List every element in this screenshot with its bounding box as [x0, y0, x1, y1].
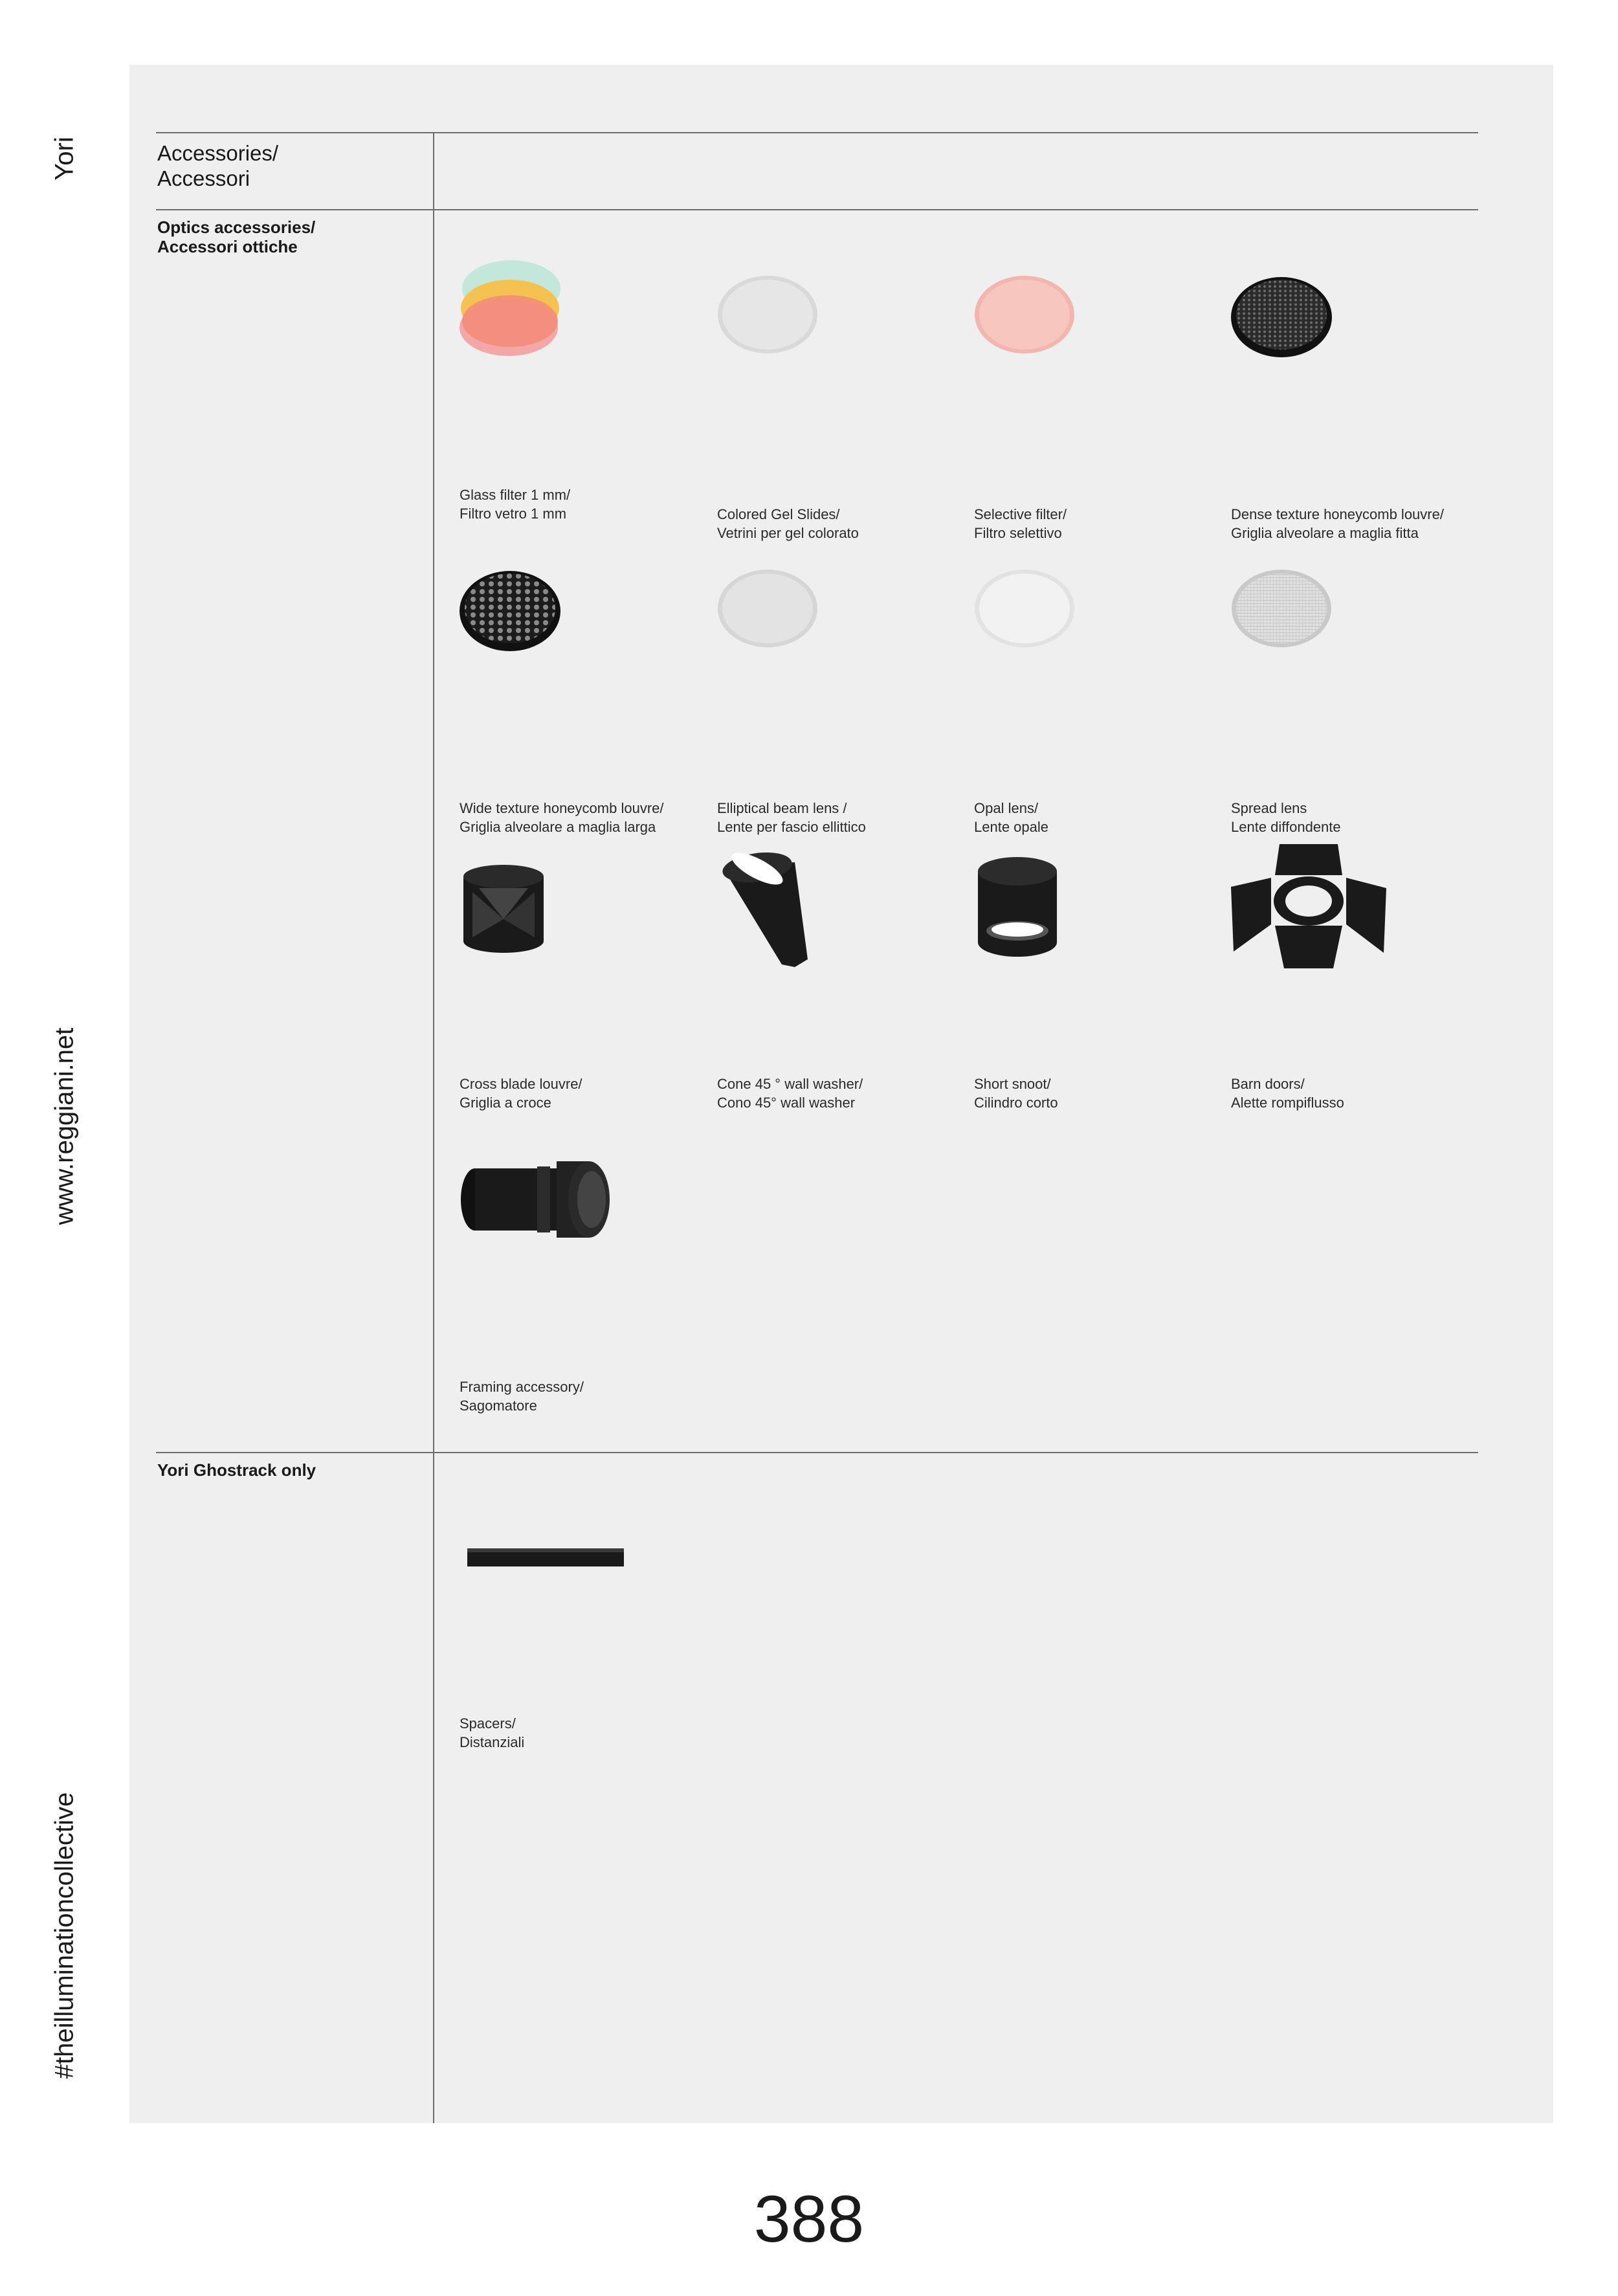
framing-accessory-icon — [460, 1157, 615, 1242]
caption-en: Selective filter/ — [974, 506, 1067, 522]
accessory-caption — [717, 505, 976, 542]
caption-en: Glass filter 1 mm/ — [460, 487, 571, 503]
caption-en: Cross blade louvre/ — [460, 1076, 582, 1092]
caption-it: Griglia a croce — [460, 1095, 551, 1111]
spread-lens-icon — [1231, 564, 1341, 655]
caption-en: Short snoot/ — [974, 1076, 1051, 1092]
ghostrack-heading-text: Yori Ghostrack only — [157, 1460, 316, 1480]
optics-heading-en: Optics accessories/ — [157, 217, 316, 237]
caption-en: Dense texture honeycomb louvre/ — [1231, 506, 1444, 522]
accessory-caption — [717, 1075, 976, 1112]
accessory-caption — [460, 1714, 718, 1752]
accessory-caption — [460, 799, 718, 836]
ghostrack-heading — [157, 1460, 316, 1480]
caption-en: Spread lens — [1231, 800, 1307, 816]
divider-header — [156, 209, 1478, 210]
accessory-caption — [974, 1075, 1233, 1112]
accessory-caption — [460, 1377, 718, 1415]
divider-top — [156, 132, 1478, 133]
accessory-caption — [460, 1075, 718, 1112]
caption-en: Colored Gel Slides/ — [717, 506, 840, 522]
short-snoot-icon — [974, 853, 1065, 963]
elliptical-lens-icon — [717, 564, 827, 655]
page-number: 388 — [753, 2182, 865, 2256]
cone-wall-washer-icon — [717, 849, 814, 972]
caption-it: Distanziali — [460, 1734, 525, 1750]
cross-blade-louvre-icon — [460, 860, 550, 957]
hashtag-text: #theilluminationcollective — [50, 1792, 79, 2079]
accessory-caption — [460, 485, 718, 523]
caption-en: Framing accessory/ — [460, 1379, 584, 1395]
caption-it: Alette rompiflusso — [1231, 1095, 1344, 1111]
optics-heading-it: Accessori ottiche — [157, 237, 298, 256]
caption-it: Sagomatore — [460, 1398, 537, 1414]
caption-en: Elliptical beam lens / — [717, 800, 847, 816]
caption-it: Vetrini per gel colorato — [717, 525, 859, 541]
caption-it: Filtro selettivo — [974, 525, 1062, 541]
column-divider — [433, 132, 434, 2123]
accessory-caption — [974, 799, 1233, 836]
opal-lens-icon — [974, 564, 1084, 655]
accessory-caption — [1231, 505, 1490, 542]
caption-en: Opal lens/ — [974, 800, 1039, 816]
caption-it: Cono 45° wall washer — [717, 1095, 856, 1111]
caption-it: Filtro vetro 1 mm — [460, 506, 567, 522]
caption-en: Cone 45 ° wall washer/ — [717, 1076, 863, 1092]
wide-honeycomb-icon — [460, 564, 570, 655]
dense-honeycomb-icon — [1231, 271, 1341, 361]
selective-filter-icon — [974, 271, 1084, 361]
accessory-caption — [1231, 1075, 1490, 1112]
caption-it: Cilindro corto — [974, 1095, 1058, 1111]
color-glass-filters-icon — [460, 256, 570, 373]
website-link[interactable]: www.reggiani.net — [50, 1027, 79, 1225]
product-name: Yori — [50, 137, 79, 181]
caption-it: Griglia alveolare a maglia fitta — [1231, 525, 1419, 541]
caption-it: Lente per fascio ellittico — [717, 819, 866, 835]
spacer-bar-icon — [466, 1544, 628, 1570]
caption-en: Spacers/ — [460, 1715, 516, 1732]
accessories-heading — [157, 140, 278, 191]
optics-heading — [157, 217, 315, 256]
caption-it: Lente diffondente — [1231, 819, 1341, 835]
caption-en: Barn doors/ — [1231, 1076, 1305, 1092]
accessory-caption — [717, 799, 976, 836]
heading-line-en: Accessories/ — [157, 141, 279, 165]
heading-line-it: Accessori — [157, 166, 250, 190]
barn-doors-icon — [1231, 841, 1386, 971]
divider-ghostrack — [156, 1452, 1478, 1453]
accessory-caption — [974, 505, 1233, 542]
accessory-caption — [1231, 799, 1490, 836]
gel-slide-icon — [717, 269, 827, 360]
caption-en: Wide texture honeycomb louvre/ — [460, 800, 664, 816]
caption-it: Griglia alveolare a maglia larga — [460, 819, 656, 835]
caption-it: Lente opale — [974, 819, 1048, 835]
accessories-panel — [129, 65, 1553, 2123]
